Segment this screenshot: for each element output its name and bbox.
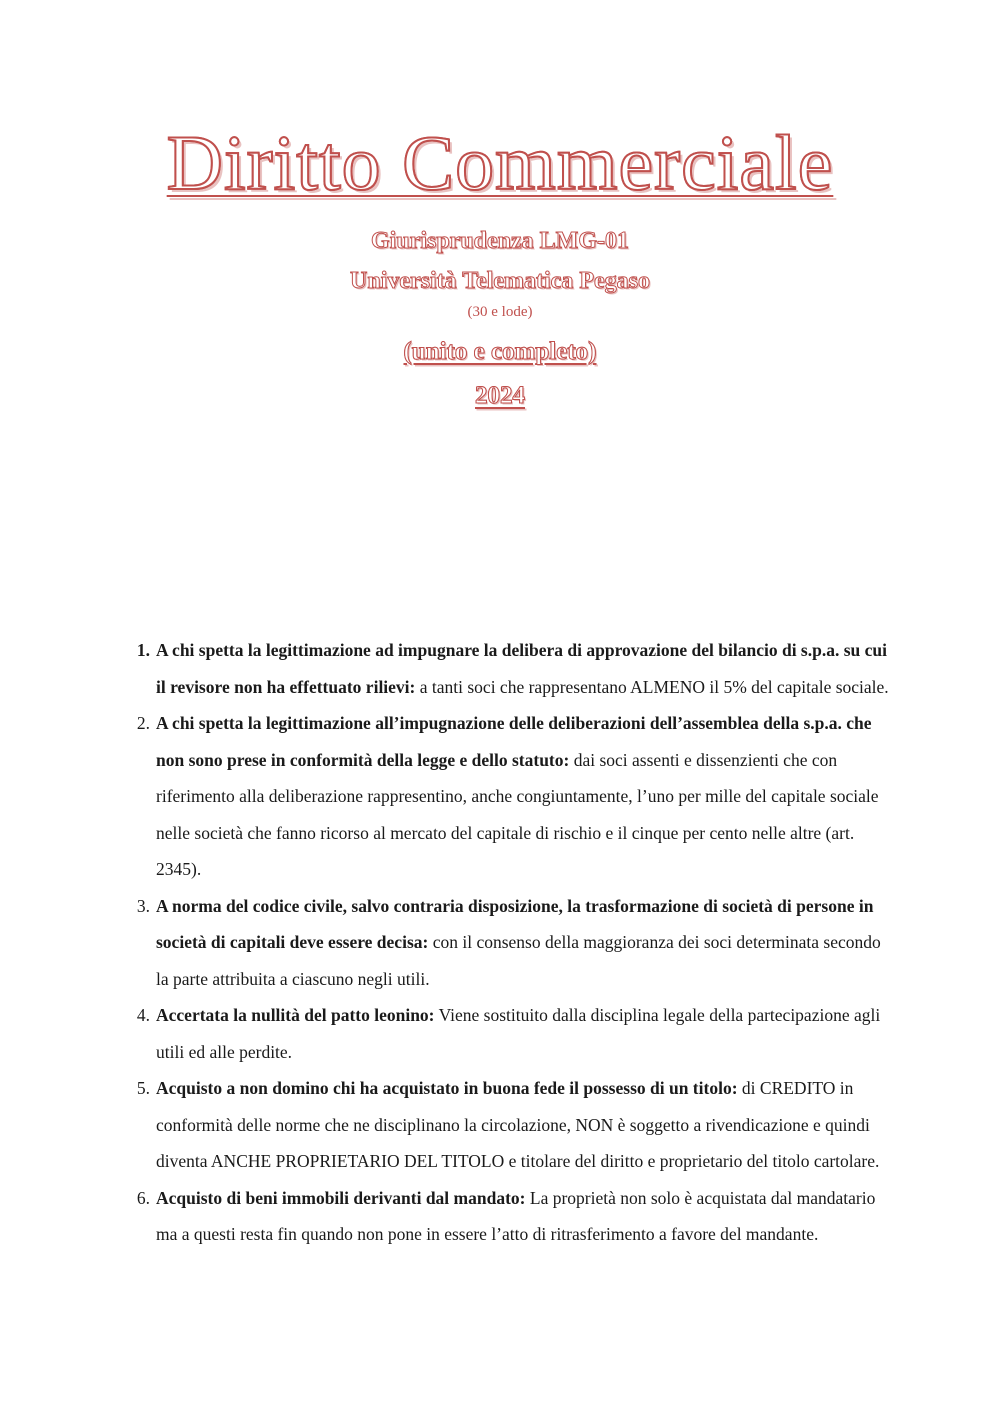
item-number: 1. xyxy=(136,640,150,660)
list-item xyxy=(120,1070,895,1180)
item-question: A norma del codice civile, salvo contraria disposizione, la trasformazione di società di persone in società di capitali deve essere decisa: xyxy=(156,895,874,952)
document-title: Diritto Commerciale xyxy=(166,119,834,206)
item-answer: Viene sostituito dalla disciplina legale della partecipazione agli utili ed alle perdite. xyxy=(156,1005,881,1062)
document-year: 2024 xyxy=(475,382,525,409)
item-number: 3. xyxy=(136,895,150,916)
grade-note: (30 e lode) xyxy=(467,304,533,320)
list-item xyxy=(120,888,895,998)
list-item xyxy=(120,1180,895,1253)
item-answer: con il consenso della maggioranza dei soci determinata secondo la parte attribuita a ciascuno negli utili. xyxy=(156,932,881,989)
item-question: Accertata la nullità del patto leonino: xyxy=(156,1005,435,1025)
item-question: Acquisto di beni immobili derivanti dal mandato: xyxy=(156,1187,526,1208)
qa-list xyxy=(120,632,895,1253)
item-answer: di CREDITO in conformità delle norme che ne disciplinano la circolazione, NON è soggetto a rivendicazione e quindi diventa ANCHE PROPRIETARIO DEL TITOLO e titolare del diritto e proprietario del titolo cartolare. xyxy=(156,1078,880,1171)
list-item xyxy=(120,997,895,1070)
item-question: A chi spetta la legittimazione all’impugnazione delle deliberazioni dell’assemblea della s.p.a. che non sono prese in conformità della legge e dello statuto: xyxy=(156,713,872,770)
item-number: 5. xyxy=(136,1078,150,1098)
course-name: Giurisprudenza LMG-01 xyxy=(370,228,629,254)
item-question: A chi spetta la legittimazione ad impugnare la delibera di approvazione del bilancio di s.p.a. su cui il revisore non ha effettuato rilievi: xyxy=(156,640,888,697)
item-number: 6. xyxy=(136,1187,150,1208)
list-item xyxy=(120,705,895,888)
item-answer: a tanti soci che rappresentano ALMENO il 5% del capitale sociale. xyxy=(419,676,889,697)
item-question: Acquisto a non domino chi ha acquistato in buona fede il possesso di un titolo: xyxy=(156,1078,738,1098)
item-number: 4. xyxy=(136,1005,150,1025)
edition-note: (unito e completo) xyxy=(403,338,597,365)
list-item xyxy=(120,632,895,705)
item-answer: dai soci assenti e dissenzienti che con riferimento alla deliberazione rappresentino, anche congiuntamente, l’uno per mille del capitale sociale nelle società che fanno ricorso al mercato del capitale di rischio e il cinque per cento nelle altre (art. 2345). xyxy=(156,749,879,879)
item-number: 2. xyxy=(136,713,150,733)
university-name: Università Telematica Pegaso xyxy=(350,268,650,294)
item-answer: La proprietà non solo è acquistata dal mandatario ma a questi resta fin quando non pone in essere l’atto di ritrasferimento a favore del mandante. xyxy=(156,1187,876,1244)
